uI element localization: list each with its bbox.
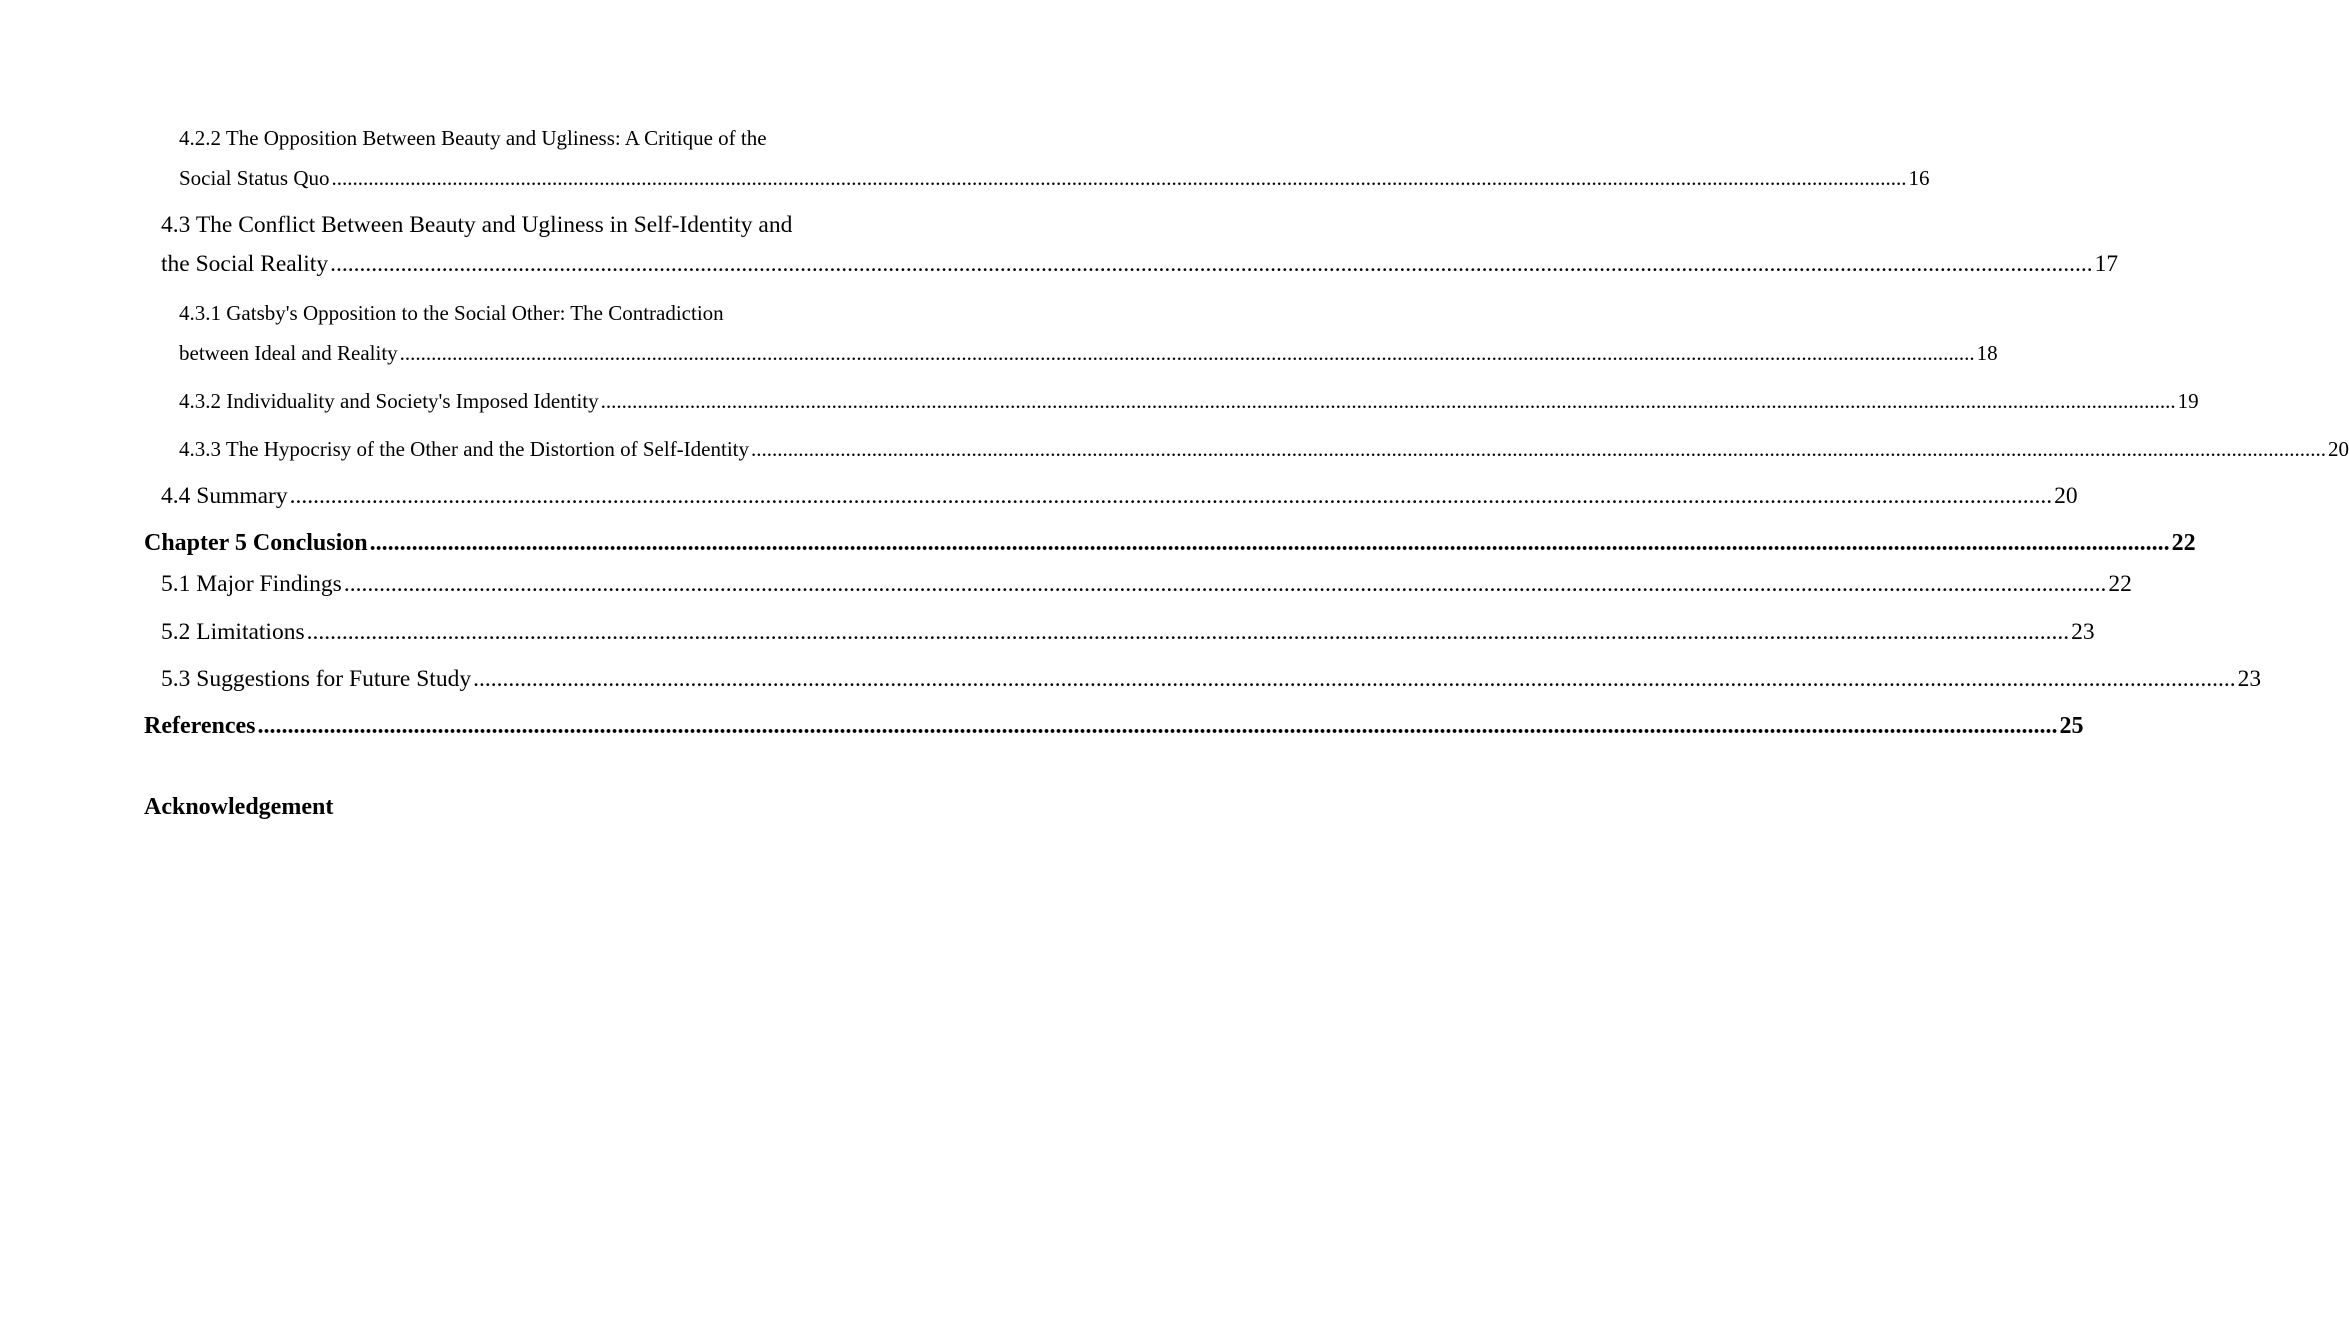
dot-leader: ............................................................................................................................................................................................................................................................................................................	[257, 713, 2058, 739]
toc-entry-4-3-1-line1: 4.3.1 Gatsby's Opposition to the Social Other: The Contradiction	[179, 301, 724, 325]
toc-entry-4-3-1[interactable]	[144, 341, 1998, 366]
toc-page-number: 22	[2171, 530, 2196, 556]
toc-chapter-5[interactable]	[144, 530, 2196, 557]
toc-entry-title: 4.3.3 The Hypocrisy of the Other and the Distortion of Self-Identity	[179, 437, 749, 461]
dot-leader: ............................................................................................................................................................................................................................................................................................................	[600, 389, 2176, 413]
toc-entry-title: between Ideal and Reality	[179, 341, 398, 365]
toc-entry-title: Social Status Quo	[179, 166, 330, 190]
toc-entry-4-3-3[interactable]	[144, 437, 2349, 462]
toc-entry-5-2[interactable]	[144, 619, 2095, 646]
toc-page-number: 25	[2059, 713, 2084, 739]
toc-page-number: 20	[2054, 483, 2078, 509]
toc-entry-title: 5.1 Major Findings	[161, 571, 342, 597]
toc-entry-title: Chapter 5 Conclusion	[144, 530, 368, 556]
toc-entry-title: 5.2 Limitations	[161, 619, 305, 645]
toc-entry-title: the Social Reality	[161, 251, 329, 277]
dot-leader: ............................................................................................................................................................................................................................................................................................................	[289, 483, 2053, 509]
toc-entry-4-2-2-line1: 4.2.2 The Opposition Between Beauty and Ugliness: A Critique of the	[179, 126, 767, 150]
toc-entry-5-1[interactable]	[144, 571, 2132, 598]
toc-page-number: 22	[2108, 571, 2132, 597]
toc-page-number: 23	[2237, 666, 2262, 692]
dot-leader: ............................................................................................................................................................................................................................................................................................................	[330, 251, 2093, 277]
toc-page-number: 23	[2071, 619, 2095, 645]
toc-entry-4-3-line1: 4.3 The Conflict Between Beauty and Ugliness in Self-Identity and	[161, 212, 793, 238]
toc-entry-4-3-2[interactable]	[144, 389, 2199, 414]
toc-entry-4-2-2[interactable]	[144, 166, 1930, 191]
toc-page-number: 16	[1908, 166, 1930, 190]
toc-entry-title: References	[144, 713, 256, 739]
toc-entry-4-4[interactable]	[144, 483, 2078, 510]
dot-leader: ............................................................................................................................................................................................................................................................................................................	[306, 619, 2070, 645]
dot-leader: ............................................................................................................................................................................................................................................................................................................	[751, 437, 2326, 461]
dot-leader: ............................................................................................................................................................................................................................................................................................................	[399, 341, 1975, 365]
toc-entry-title: 4.3.2 Individuality and Society's Imposed Identity	[179, 389, 599, 413]
dot-leader: ............................................................................................................................................................................................................................................................................................................	[369, 530, 2170, 556]
dot-leader: ............................................................................................................................................................................................................................................................................................................	[331, 166, 1907, 190]
toc-entry-4-3[interactable]	[144, 251, 2119, 278]
dot-leader: ............................................................................................................................................................................................................................................................................................................	[473, 666, 2236, 692]
toc-references[interactable]	[144, 713, 2084, 740]
toc-entry-5-3[interactable]	[144, 666, 2262, 693]
dot-leader: ............................................................................................................................................................................................................................................................................................................	[343, 571, 2107, 597]
toc-acknowledgement[interactable]: Acknowledgement	[144, 794, 334, 820]
toc-page-number: 18	[1976, 341, 1998, 365]
toc-entry-title: 5.3 Suggestions for Future Study	[161, 666, 472, 692]
toc-page-number: 19	[2177, 389, 2199, 413]
toc-entry-title: 4.4 Summary	[161, 483, 288, 509]
toc-page-number: 20	[2328, 437, 2349, 461]
toc-page-number: 17	[2094, 251, 2119, 277]
